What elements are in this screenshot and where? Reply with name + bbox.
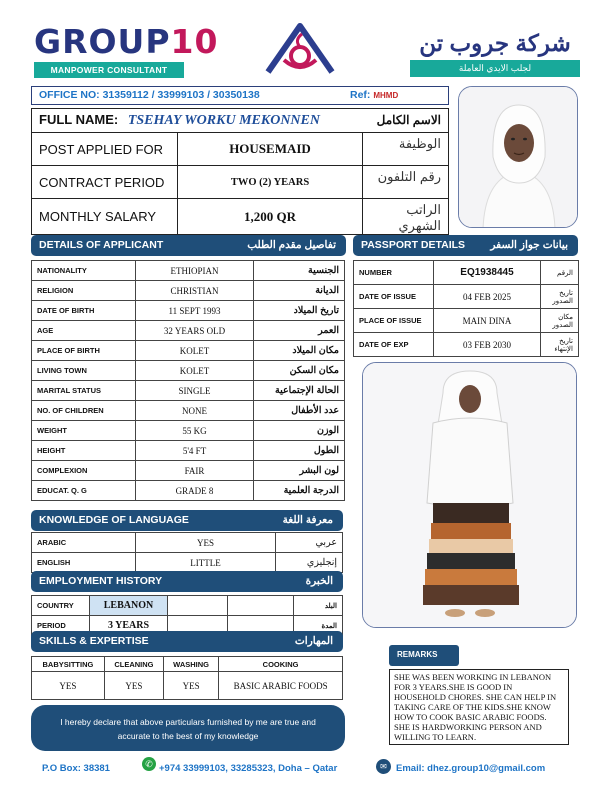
passport-field-value: MAIN DINA xyxy=(434,309,541,333)
applicant-row xyxy=(32,461,345,481)
skills-values-row xyxy=(32,672,343,700)
main-info-table xyxy=(31,108,449,235)
skills-table xyxy=(31,656,343,700)
skill-value: YES xyxy=(104,672,163,700)
full-name-arabic: الاسم الكامل xyxy=(376,113,441,127)
language-row xyxy=(32,553,343,573)
applicant-field-value: NONE xyxy=(136,401,254,421)
passport-field-arabic: تاريخ الصدور xyxy=(541,285,579,309)
language-section-title-arabic: معرفة اللغة xyxy=(282,514,333,526)
applicant-field-value: KOLET xyxy=(136,361,254,381)
skills-section-header xyxy=(31,631,343,652)
applicant-field-arabic: مكان السكن xyxy=(254,361,345,381)
passport-field-arabic: تاريخ الإنتهاء xyxy=(541,333,579,357)
applicant-field-arabic: الوزن xyxy=(254,421,345,441)
applicant-field-label: LIVING TOWN xyxy=(32,361,136,381)
language-row xyxy=(32,533,343,553)
portrait-image xyxy=(459,87,578,228)
email-icon: ✉ xyxy=(376,759,391,774)
applicant-section-header xyxy=(31,235,346,256)
employment-section-title: EMPLOYMENT HISTORY xyxy=(39,575,163,587)
applicant-section-title: DETAILS OF APPLICANT xyxy=(39,239,164,251)
language-section-header xyxy=(31,510,343,531)
applicant-row xyxy=(32,381,345,401)
post-arabic: الوظيفة xyxy=(363,133,449,166)
applicant-field-arabic: مكان الميلاد xyxy=(254,341,345,361)
applicant-field-arabic: الجنسية xyxy=(254,261,345,281)
language-arabic: إنجليزي xyxy=(276,553,343,573)
period-arabic: المدة xyxy=(294,616,343,636)
po-box: P.O Box: 38381 xyxy=(42,763,110,774)
full-name-row xyxy=(32,109,449,133)
applicant-field-label: COMPLEXION xyxy=(32,461,136,481)
applicant-full-body-photo xyxy=(362,362,577,628)
applicant-row xyxy=(32,301,345,321)
passport-section-title: PASSPORT DETAILS xyxy=(361,239,466,251)
passport-section-title-arabic: بيانات جواز السفر xyxy=(490,239,568,251)
applicant-field-arabic: عدد الأطفال xyxy=(254,401,345,421)
applicant-field-label: DATE OF BIRTH xyxy=(32,301,136,321)
passport-row xyxy=(354,333,579,357)
applicant-field-value: 5'4 FT xyxy=(136,441,254,461)
applicant-section-title-arabic: تفاصيل مقدم الطلب xyxy=(247,239,336,251)
applicant-row xyxy=(32,281,345,301)
remarks-text: SHE WAS BEEN WORKING IN LEBANON FOR 3 YEARS.SHE IS GOOD IN HOUSEHOLD CHORES. SHE CAN HELP IN TAKING CARE OF THE KIDS.SHE KNOW HOW TO COOK BASIC ARABIC FOODS. SHE IS HARDWORKING PERSON AND WILLING TO LEARN. xyxy=(389,669,569,745)
applicant-row xyxy=(32,261,345,281)
applicant-field-value: 55 KG xyxy=(136,421,254,441)
applicant-field-label: HEIGHT xyxy=(32,441,136,461)
employment-country-row xyxy=(32,596,343,616)
contract-label: CONTRACT PERIOD xyxy=(32,166,178,199)
applicant-field-label: PLACE OF BIRTH xyxy=(32,341,136,361)
employment-empty-cell xyxy=(168,596,228,616)
applicant-row xyxy=(32,421,345,441)
logo-right-subtitle: لجلب الايدي العاملة xyxy=(410,60,580,77)
post-row xyxy=(32,133,449,166)
passport-row xyxy=(354,309,579,333)
employment-section-title-arabic: الخبرة xyxy=(305,575,333,587)
skill-header: WASHING xyxy=(164,657,219,672)
office-numbers: OFFICE NO: 31359112 / 33999103 / 30350138 xyxy=(39,89,260,101)
passport-field-value: 04 FEB 2025 xyxy=(434,285,541,309)
employment-section-header xyxy=(31,571,343,592)
country-arabic: البلد xyxy=(294,596,343,616)
office-info-bar xyxy=(31,86,449,105)
whatsapp-icon: ✆ xyxy=(142,757,156,771)
language-label: ENGLISH xyxy=(32,553,136,573)
passport-field-arabic: مكان الصدور xyxy=(541,309,579,333)
period-label: PERIOD xyxy=(32,616,90,636)
language-value: LITTLE xyxy=(136,553,276,573)
salary-value: 1,200 QR xyxy=(178,199,363,235)
skill-value: YES xyxy=(32,672,105,700)
contract-value: TWO (2) YEARS xyxy=(178,166,363,199)
full-name-cell xyxy=(32,109,449,133)
applicant-field-label: NATIONALITY xyxy=(32,261,136,281)
contract-row xyxy=(32,166,449,199)
remarks-header xyxy=(389,645,459,666)
email-address: Email: dhez.group10@gmail.com xyxy=(396,763,546,774)
applicant-row xyxy=(32,401,345,421)
language-arabic: عربي xyxy=(276,533,343,553)
language-label: ARABIC xyxy=(32,533,136,553)
language-value: YES xyxy=(136,533,276,553)
applicant-field-label: WEIGHT xyxy=(32,421,136,441)
passport-details-table xyxy=(353,260,579,357)
post-label: POST APPLIED FOR xyxy=(32,133,178,166)
logo-left-subtitle: MANPOWER CONSULTANT xyxy=(34,62,184,78)
skill-header: CLEANING xyxy=(104,657,163,672)
applicant-field-arabic: لون البشر xyxy=(254,461,345,481)
house-logo-icon xyxy=(262,20,338,78)
skill-value: BASIC ARABIC FOODS xyxy=(219,672,343,700)
post-value: HOUSEMAID xyxy=(178,133,363,166)
applicant-field-value: SINGLE xyxy=(136,381,254,401)
applicant-field-arabic: العمر xyxy=(254,321,345,341)
passport-field-label: DATE OF EXP xyxy=(354,333,434,357)
skills-header-row xyxy=(32,657,343,672)
applicant-field-arabic: الحالة الإجتماعية xyxy=(254,381,345,401)
applicant-field-arabic: الطول xyxy=(254,441,345,461)
company-logo-left xyxy=(34,22,219,78)
skill-header: COOKING xyxy=(219,657,343,672)
passport-row xyxy=(354,285,579,309)
applicant-field-value: KOLET xyxy=(136,341,254,361)
applicant-row xyxy=(32,361,345,381)
applicant-row xyxy=(32,341,345,361)
contract-arabic: رقم التلفون xyxy=(363,166,449,199)
passport-field-value: 03 FEB 2030 xyxy=(434,333,541,357)
reference xyxy=(350,89,398,101)
applicant-field-label: NO. OF CHILDREN xyxy=(32,401,136,421)
full-body-image xyxy=(363,363,577,628)
passport-field-label: NUMBER xyxy=(354,261,434,285)
skill-header: BABYSITTING xyxy=(32,657,105,672)
salary-row xyxy=(32,199,449,235)
applicant-field-value: 11 SEPT 1993 xyxy=(136,301,254,321)
applicant-field-value: GRADE 8 xyxy=(136,481,254,501)
salary-label: MONTHLY SALARY xyxy=(32,199,178,235)
full-name-label: FULL NAME: xyxy=(39,112,119,127)
language-table xyxy=(31,532,343,573)
passport-row xyxy=(354,261,579,285)
applicant-field-value: FAIR xyxy=(136,461,254,481)
employment-empty-cell xyxy=(228,596,294,616)
applicant-details-table xyxy=(31,260,345,501)
remarks-title: REMARKS xyxy=(397,650,438,659)
skills-section-title: SKILLS & EXPERTISE xyxy=(39,635,149,647)
passport-field-label: PLACE OF ISSUE xyxy=(354,309,434,333)
passport-field-label: DATE OF ISSUE xyxy=(354,285,434,309)
skills-section-title-arabic: المهارات xyxy=(294,635,333,647)
period-value: 3 YEARS xyxy=(90,616,168,636)
applicant-field-label: EDUCAT. Q. G xyxy=(32,481,136,501)
logo-word-ten: 10 xyxy=(170,22,219,61)
applicant-field-label: RELIGION xyxy=(32,281,136,301)
logo-word-group: GROUP xyxy=(34,22,171,61)
phone-numbers: +974 33999103, 33285323, Doha – Qatar xyxy=(159,763,338,774)
country-value: LEBANON xyxy=(90,596,168,616)
employment-table xyxy=(31,595,343,636)
passport-field-value: EQ1938445 xyxy=(434,261,541,285)
applicant-field-arabic: الدرجة العلمية xyxy=(254,481,345,501)
salary-arabic: الراتب الشهري xyxy=(363,199,449,235)
applicant-field-label: AGE xyxy=(32,321,136,341)
applicant-portrait-photo xyxy=(458,86,578,228)
declaration-box: I hereby declare that above particulars furnished by me are true and accurate to the best of my knowledge xyxy=(31,705,345,751)
company-logo-right xyxy=(410,28,580,77)
applicant-row xyxy=(32,481,345,501)
applicant-field-value: ETHIOPIAN xyxy=(136,261,254,281)
applicant-row xyxy=(32,321,345,341)
passport-section-header xyxy=(353,235,578,256)
full-name-value: TSEHAY WORKU MEKONNEN xyxy=(127,113,320,128)
logo-right-arabic-name: شركة جروب تن xyxy=(419,30,571,56)
applicant-row xyxy=(32,441,345,461)
passport-field-arabic: الرقم xyxy=(541,261,579,285)
applicant-field-label: MARITAL STATUS xyxy=(32,381,136,401)
applicant-field-value: CHRISTIAN xyxy=(136,281,254,301)
ref-value: MHMD xyxy=(373,91,399,100)
ref-label: Ref: xyxy=(350,89,371,101)
applicant-field-value: 32 YEARS OLD xyxy=(136,321,254,341)
skill-value: YES xyxy=(164,672,219,700)
applicant-field-arabic: الديانة xyxy=(254,281,345,301)
applicant-field-arabic: تاريخ الميلاد xyxy=(254,301,345,321)
country-label: COUNTRY xyxy=(32,596,90,616)
language-section-title: KNOWLEDGE OF LANGUAGE xyxy=(39,514,189,526)
